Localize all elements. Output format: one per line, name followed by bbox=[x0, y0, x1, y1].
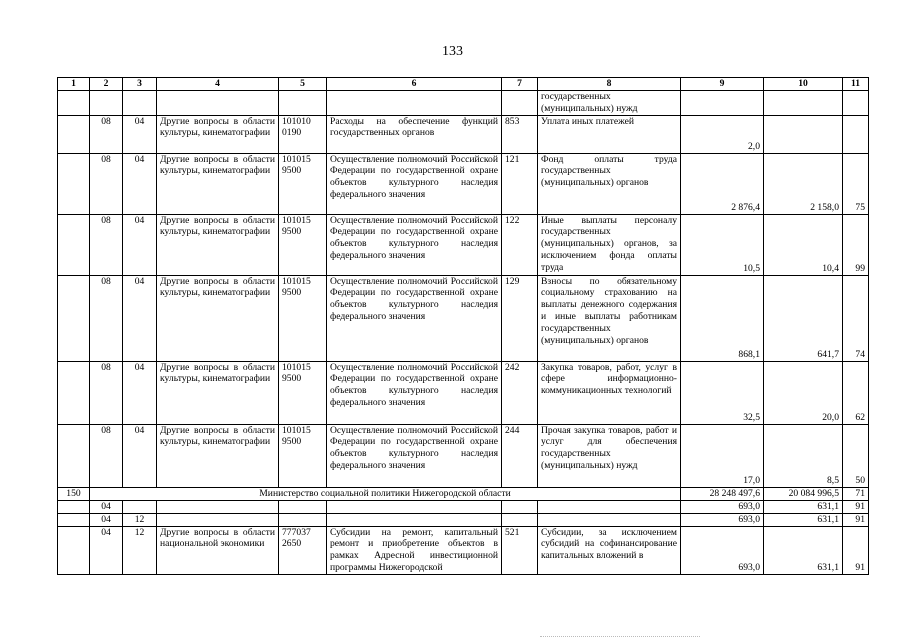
cell-percent: 91 bbox=[843, 526, 869, 574]
cell-percent: 74 bbox=[843, 275, 869, 361]
cell-expense-type: 242 bbox=[502, 361, 538, 424]
cell-expense-name bbox=[538, 513, 681, 526]
cell-target-name bbox=[327, 500, 502, 513]
cell-target-name bbox=[327, 91, 502, 116]
cell-target-name: Осуществление полномочий Российской Федерации по государственной охране объектов культурного наследия федерального значения bbox=[327, 424, 502, 487]
page-number: 133 bbox=[442, 44, 463, 59]
cell-percent: 62 bbox=[843, 361, 869, 424]
cell-section-name: Другие вопросы в области национальной экономики bbox=[157, 526, 279, 574]
cell-plan: 32,5 bbox=[681, 361, 764, 424]
col-header: 11 bbox=[843, 78, 869, 91]
cell-section-name: Другие вопросы в области культуры, кинематографии bbox=[157, 361, 279, 424]
cell-expense-name: Иные выплаты персоналу государственных (муниципальных) органов, за исключением фонда оплаты труда bbox=[538, 214, 681, 275]
cell-section: 08 bbox=[90, 214, 123, 275]
cell-plan: 693,0 bbox=[681, 526, 764, 574]
scan-artifact bbox=[540, 630, 700, 637]
cell-target-name: Осуществление полномочий Российской Федерации по государственной охране объектов культурного наследия федерального значения bbox=[327, 153, 502, 214]
cell-expense-type: 122 bbox=[502, 214, 538, 275]
cell-percent: 50 bbox=[843, 424, 869, 487]
table-row bbox=[58, 91, 869, 116]
cell-expense-name: Закупка товаров, работ, услуг в сфере информационно-коммуникационных технологий bbox=[538, 361, 681, 424]
cell-section: 04 bbox=[90, 500, 123, 513]
cell-section: 04 bbox=[90, 526, 123, 574]
cell-expense-type bbox=[502, 500, 538, 513]
cell-actual: 631,1 bbox=[764, 500, 843, 513]
cell-subsection bbox=[123, 500, 157, 513]
cell-plan: 2 876,4 bbox=[681, 153, 764, 214]
cell-expense-name: Взносы по обязательному социальному страхованию на выплаты денежного содержания и иные выплаты работникам государственных (муниципальных) органов bbox=[538, 275, 681, 361]
cell-section: 08 bbox=[90, 115, 123, 153]
ministry-actual: 20 084 996,5 bbox=[764, 487, 843, 500]
cell-actual bbox=[764, 115, 843, 153]
cell-actual bbox=[764, 91, 843, 116]
col-header: 7 bbox=[502, 78, 538, 91]
table-row bbox=[58, 115, 869, 153]
col-header: 6 bbox=[327, 78, 502, 91]
subsection-row bbox=[58, 513, 869, 526]
cell-subsection bbox=[123, 91, 157, 116]
cell-expense-name: Прочая закупка товаров, работ и услуг для обеспечения государственных (муниципальных) нужд bbox=[538, 424, 681, 487]
budget-table bbox=[57, 77, 869, 575]
cell-section: 08 bbox=[90, 424, 123, 487]
cell-target: 777037 2650 bbox=[279, 526, 327, 574]
cell-plan: 868,1 bbox=[681, 275, 764, 361]
cell-code bbox=[58, 115, 90, 153]
cell-expense-name: Фонд оплаты труда государственных (муниципальных) органов bbox=[538, 153, 681, 214]
cell-expense-type: 121 bbox=[502, 153, 538, 214]
cell-code bbox=[58, 214, 90, 275]
cell-code bbox=[58, 424, 90, 487]
col-header: 2 bbox=[90, 78, 123, 91]
cell-section: 08 bbox=[90, 361, 123, 424]
ministry-code: 150 bbox=[58, 487, 90, 500]
cell-target bbox=[279, 513, 327, 526]
table-row bbox=[58, 361, 869, 424]
cell-subsection: 04 bbox=[123, 115, 157, 153]
cell-target-name: Расходы на обеспечение функций государственных органов bbox=[327, 115, 502, 153]
cell-section-name bbox=[157, 513, 279, 526]
cell-expense-type bbox=[502, 91, 538, 116]
header-row bbox=[58, 78, 869, 91]
cell-target: 101015 9500 bbox=[279, 361, 327, 424]
cell-plan: 693,0 bbox=[681, 513, 764, 526]
cell-subsection: 12 bbox=[123, 526, 157, 574]
cell-section: 08 bbox=[90, 153, 123, 214]
cell-percent: 99 bbox=[843, 214, 869, 275]
cell-actual: 8,5 bbox=[764, 424, 843, 487]
cell-expense-type: 853 bbox=[502, 115, 538, 153]
cell-code bbox=[58, 153, 90, 214]
cell-subsection: 04 bbox=[123, 275, 157, 361]
cell-expense-type: 244 bbox=[502, 424, 538, 487]
cell-target-name: Осуществление полномочий Российской Федерации по государственной охране объектов культурного наследия федерального значения bbox=[327, 275, 502, 361]
cell-actual: 631,1 bbox=[764, 526, 843, 574]
table-row bbox=[58, 214, 869, 275]
col-header: 4 bbox=[157, 78, 279, 91]
section-row bbox=[58, 500, 869, 513]
cell-section-name: Другие вопросы в области культуры, кинематографии bbox=[157, 214, 279, 275]
cell-actual: 10,4 bbox=[764, 214, 843, 275]
cell-target-name: Осуществление полномочий Российской Федерации по государственной охране объектов культурного наследия федерального значения bbox=[327, 214, 502, 275]
cell-percent: 91 bbox=[843, 500, 869, 513]
cell-code bbox=[58, 91, 90, 116]
cell-plan: 10,5 bbox=[681, 214, 764, 275]
col-header: 8 bbox=[538, 78, 681, 91]
cell-section-name: Другие вопросы в области культуры, кинематографии bbox=[157, 424, 279, 487]
cell-expense-name: Уплата иных платежей bbox=[538, 115, 681, 153]
cell-target-name: Субсидии на ремонт, капитальный ремонт и приобретение объектов в рамках Адресной инвестиционной программы Нижегородской bbox=[327, 526, 502, 574]
cell-expense-name bbox=[538, 500, 681, 513]
cell-plan: 693,0 bbox=[681, 500, 764, 513]
cell-subsection: 04 bbox=[123, 214, 157, 275]
table-row bbox=[58, 275, 869, 361]
ministry-row bbox=[58, 487, 869, 500]
cell-code bbox=[58, 275, 90, 361]
cell-expense-type bbox=[502, 513, 538, 526]
cell-section: 04 bbox=[90, 513, 123, 526]
cell-percent bbox=[843, 91, 869, 116]
cell-target: 101015 9500 bbox=[279, 153, 327, 214]
cell-code bbox=[58, 361, 90, 424]
cell-section-name: Другие вопросы в области культуры, кинематографии bbox=[157, 115, 279, 153]
cell-target: 101015 9500 bbox=[279, 275, 327, 361]
cell-target-name: Осуществление полномочий Российской Федерации по государственной охране объектов культурного наследия федерального значения bbox=[327, 361, 502, 424]
cell-target bbox=[279, 500, 327, 513]
cell-section bbox=[90, 91, 123, 116]
cell-subsection: 04 bbox=[123, 361, 157, 424]
cell-code bbox=[58, 500, 90, 513]
cell-section-name: Другие вопросы в области культуры, кинематографии bbox=[157, 153, 279, 214]
cell-percent: 75 bbox=[843, 153, 869, 214]
cell-percent bbox=[843, 115, 869, 153]
cell-plan bbox=[681, 91, 764, 116]
col-header: 1 bbox=[58, 78, 90, 91]
cell-code bbox=[58, 526, 90, 574]
cell-target: 101015 9500 bbox=[279, 424, 327, 487]
cell-expense-type: 521 bbox=[502, 526, 538, 574]
cell-code bbox=[58, 513, 90, 526]
cell-target: 101015 9500 bbox=[279, 214, 327, 275]
cell-target: 101010 0190 bbox=[279, 115, 327, 153]
cell-section-name bbox=[157, 91, 279, 116]
cell-expense-name: Субсидии, за исключением субсидий на софинансирование капитальных вложений в bbox=[538, 526, 681, 574]
cell-expense-name: государственных (муниципальных) нужд bbox=[538, 91, 681, 116]
ministry-percent: 71 bbox=[843, 487, 869, 500]
cell-actual: 641,7 bbox=[764, 275, 843, 361]
table-row bbox=[58, 424, 869, 487]
cell-section-name bbox=[157, 500, 279, 513]
cell-subsection: 12 bbox=[123, 513, 157, 526]
cell-section: 08 bbox=[90, 275, 123, 361]
cell-plan: 17,0 bbox=[681, 424, 764, 487]
cell-subsection: 04 bbox=[123, 424, 157, 487]
table-row bbox=[58, 153, 869, 214]
ministry-plan: 28 248 497,6 bbox=[681, 487, 764, 500]
col-header: 5 bbox=[279, 78, 327, 91]
table-row bbox=[58, 526, 869, 574]
cell-actual: 20,0 bbox=[764, 361, 843, 424]
cell-subsection: 04 bbox=[123, 153, 157, 214]
cell-plan: 2,0 bbox=[681, 115, 764, 153]
col-header: 9 bbox=[681, 78, 764, 91]
cell-expense-type: 129 bbox=[502, 275, 538, 361]
cell-target-name bbox=[327, 513, 502, 526]
col-header: 3 bbox=[123, 78, 157, 91]
cell-actual: 631,1 bbox=[764, 513, 843, 526]
ministry-name: Министерство социальной политики Нижегородской области bbox=[90, 487, 681, 500]
cell-percent: 91 bbox=[843, 513, 869, 526]
cell-actual: 2 158,0 bbox=[764, 153, 843, 214]
cell-target bbox=[279, 91, 327, 116]
col-header: 10 bbox=[764, 78, 843, 91]
cell-section-name: Другие вопросы в области культуры, кинематографии bbox=[157, 275, 279, 361]
